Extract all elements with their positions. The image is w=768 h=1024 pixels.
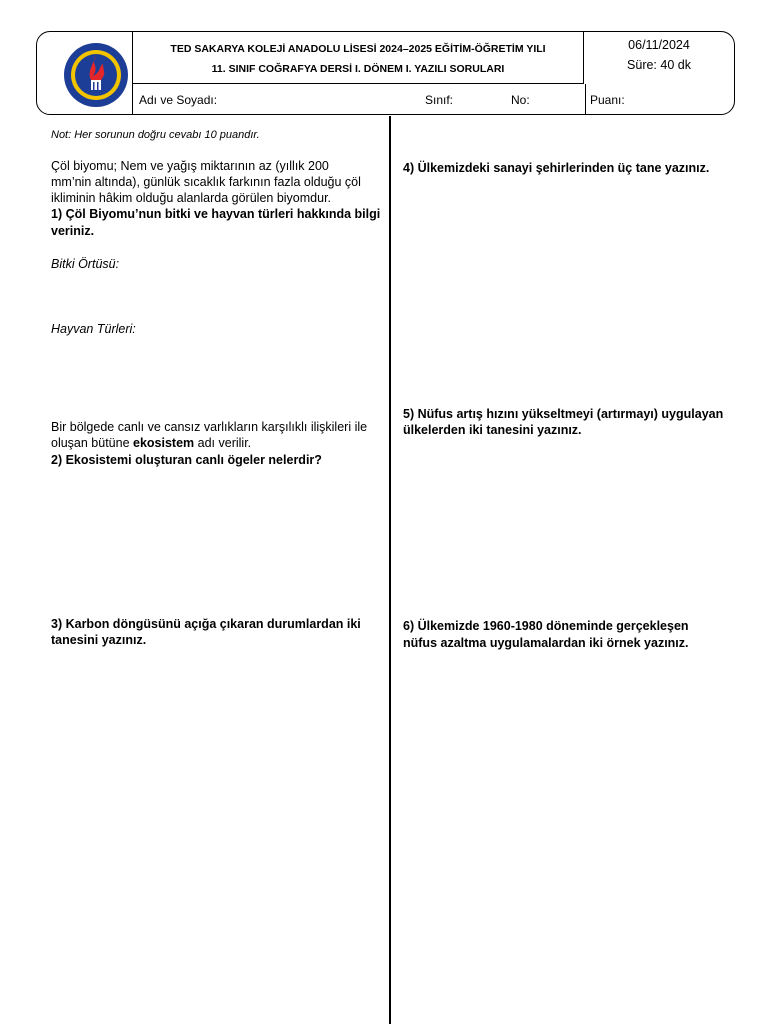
scoring-note: Not: Her sorunun doğru cevabı 10 puandır. (51, 129, 260, 141)
exam-title: 11. SINIF COĞRAFYA DERSİ I. DÖNEM I. YAZILI SORULARI (211, 63, 505, 75)
score-label: Puanı: (590, 93, 625, 107)
column-divider (389, 116, 391, 1024)
student-info-row (132, 84, 734, 114)
question-6-line-2: nüfus azaltma uygulamalardan iki örnek yazınız. (403, 636, 689, 650)
desert-intro-line-2: mm’nin altında), günlük sıcaklık farkının fazla olduğu çöl (51, 175, 361, 189)
ecosystem-intro-line-1: Bir bölgede canlı ve cansız varlıkların karşılıklı ilişkileri ile (51, 420, 368, 434)
question-5-line-2: ülkelerden iki tanesini yazınız. (403, 423, 582, 437)
plant-cover-label: Bitki Örtüsü: (51, 257, 120, 271)
exam-duration: Süre: 40 dk (627, 58, 691, 72)
desert-intro-line-3: ikliminin hâkim olduğu alanlarda görülen biyomdur. (51, 191, 332, 205)
question-3-line-1: 3) Karbon döngüsünü açığa çıkaran durumlardan iki (51, 617, 361, 631)
exam-meta-cell (584, 32, 734, 84)
school-logo (63, 42, 129, 108)
number-label: No: (511, 93, 530, 107)
question-3-line-2: tanesini yazınız. (51, 633, 147, 647)
name-label: Adı ve Soyadı: (139, 93, 218, 107)
score-cell (585, 84, 734, 114)
exam-header (36, 31, 735, 115)
question-1-line-2: veriniz. (51, 224, 95, 238)
exam-title-cell (132, 32, 584, 84)
question-4: 4) Ülkemizdeki sanayi şehirlerinden üç tane yazınız. (403, 161, 710, 175)
question-6-line-1: 6) Ülkemizde 1960-1980 döneminde gerçekleşen (403, 619, 689, 633)
question-2: 2) Ekosistemi oluşturan canlı ögeler nelerdir? (51, 453, 322, 467)
ecosystem-intro-post: adı verilir. (194, 436, 252, 450)
ecosystem-term: ekosistem (133, 436, 195, 450)
question-5-line-1: 5) Nüfus artış hızını yükseltmeyi (artırmayı) uygulayan (403, 407, 724, 421)
ecosystem-intro-line-2 (51, 435, 251, 451)
question-1-line-1: 1) Çöl Biyomu’nun bitki ve hayvan türleri hakkında bilgi (51, 207, 381, 221)
school-title: TED SAKARYA KOLEJİ ANADOLU LİSESİ 2024–2025 EĞİTİM-ÖĞRETİM YILI (170, 43, 546, 55)
desert-intro-line-1: Çöl biyomu; Nem ve yağış miktarının az (yıllık 200 (51, 159, 329, 173)
animal-species-label: Hayvan Türleri: (51, 322, 136, 336)
exam-date: 06/11/2024 (628, 38, 690, 52)
ecosystem-intro-pre: oluşan bütüne (51, 436, 134, 450)
class-label: Sınıf: (425, 93, 454, 107)
